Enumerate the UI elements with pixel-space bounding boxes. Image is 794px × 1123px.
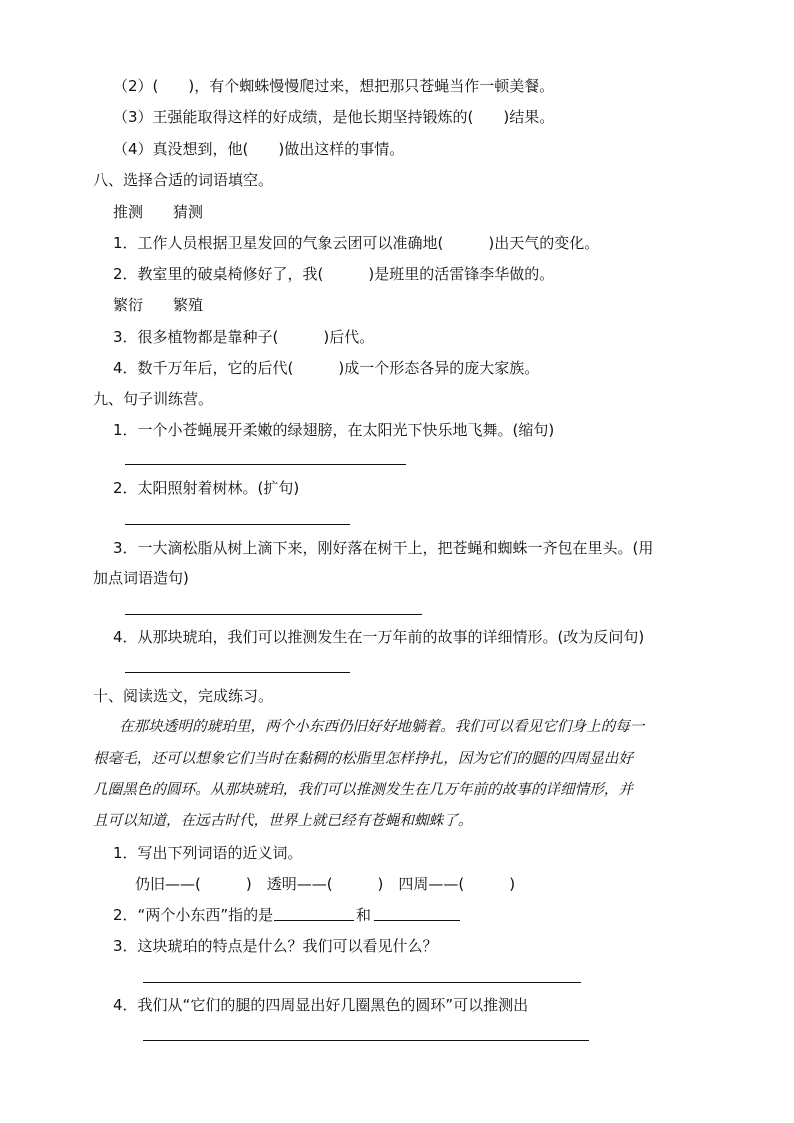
s9-question-1: 1．一个小苍蝇展开柔嫩的绿翅膀，在太阳光下快乐地飞舞。(缩句) [113,421,555,439]
s9-question-3a: 3．一大滴松脂从树上滴下来，刚好落在树干上，把苍蝇和蜘蛛一齐包在里头。(用 [113,539,654,557]
s10-question-2-and: 和 [356,906,372,924]
passage-line-2: 根毫毛，还可以想象它们当时在黏稠的松脂里怎样挣扎，因为它们的腿的四周显出好 [93,750,633,767]
question-4-text: （4）真没想到，他( )做出这样的事情。 [113,140,405,158]
word-choice-1: 推测 猜测 [113,203,204,221]
s10-question-2-prefix: 2．“两个小东西”指的是 [113,906,274,924]
answer-line-s9-2[interactable] [125,524,350,525]
s9-question-4: 4．从那块琥珀，我们可以推测发生在一万年前的故事的详细情形。(改为反问句) [113,628,645,646]
synonym-items: 仍旧——( ) 透明——( ) 四周——( ) [135,875,516,893]
passage-line-1: 在那块透明的琥珀里，两个小东西仍旧好好地躺着。我们可以看见它们身上的每一 [119,718,645,735]
answer-blank-q2-a[interactable] [274,920,354,921]
s9-question-3b: 加点词语造句) [93,569,189,587]
s8-question-2: 2．教室里的破桌椅修好了，我( )是班里的活雷锋李华做的。 [113,265,555,283]
answer-line-s9-3[interactable] [125,614,422,615]
answer-line-s9-4[interactable] [125,672,350,673]
s10-question-3: 3．这块琥珀的特点是什么？我们可以看见什么？ [113,937,438,955]
s8-question-1: 1．工作人员根据卫星发回的气象云团可以准确地( )出天气的变化。 [113,234,600,252]
word-choice-2: 繁衍 繁殖 [113,296,204,314]
s10-question-1: 1．写出下列词语的近义词。 [113,844,303,862]
s8-question-4: 4．数千万年后，它的后代( )成一个形态各异的庞大家族。 [113,359,540,377]
passage-line-4: 且可以知道，在远古时代，世界上就已经有苍蝇和蜘蛛了。 [93,812,473,829]
section-9-title: 九、句子训练营。 [93,390,214,408]
s9-question-2: 2．太阳照射着树林。(扩句) [113,479,300,497]
answer-blank-q2-b[interactable] [374,920,460,921]
s10-question-4: 4．我们从“它们的腿的四周显出好几圈黑色的圆环”可以推测出 [113,996,529,1014]
question-3-text: （3）王强能取得这样的好成绩，是他长期坚持锻炼的( )结果。 [113,108,555,126]
section-10-title: 十、阅读选文，完成练习。 [93,687,274,705]
answer-line-s10-3[interactable] [143,982,581,983]
answer-line-s9-1[interactable] [125,464,406,465]
s8-question-3: 3．很多植物都是靠种子( )后代。 [113,328,375,346]
section-8-title: 八、选择合适的词语填空。 [93,171,274,189]
question-2-text: （2）( )，有个蜘蛛慢慢爬过来，想把那只苍蝇当作一顿美餐。 [113,77,555,95]
passage-line-3: 几圈黑色的圆环。从那块琥珀，我们可以推测发生在几万年前的故事的详细情形，并 [93,781,633,798]
answer-line-s10-4[interactable] [143,1040,589,1041]
